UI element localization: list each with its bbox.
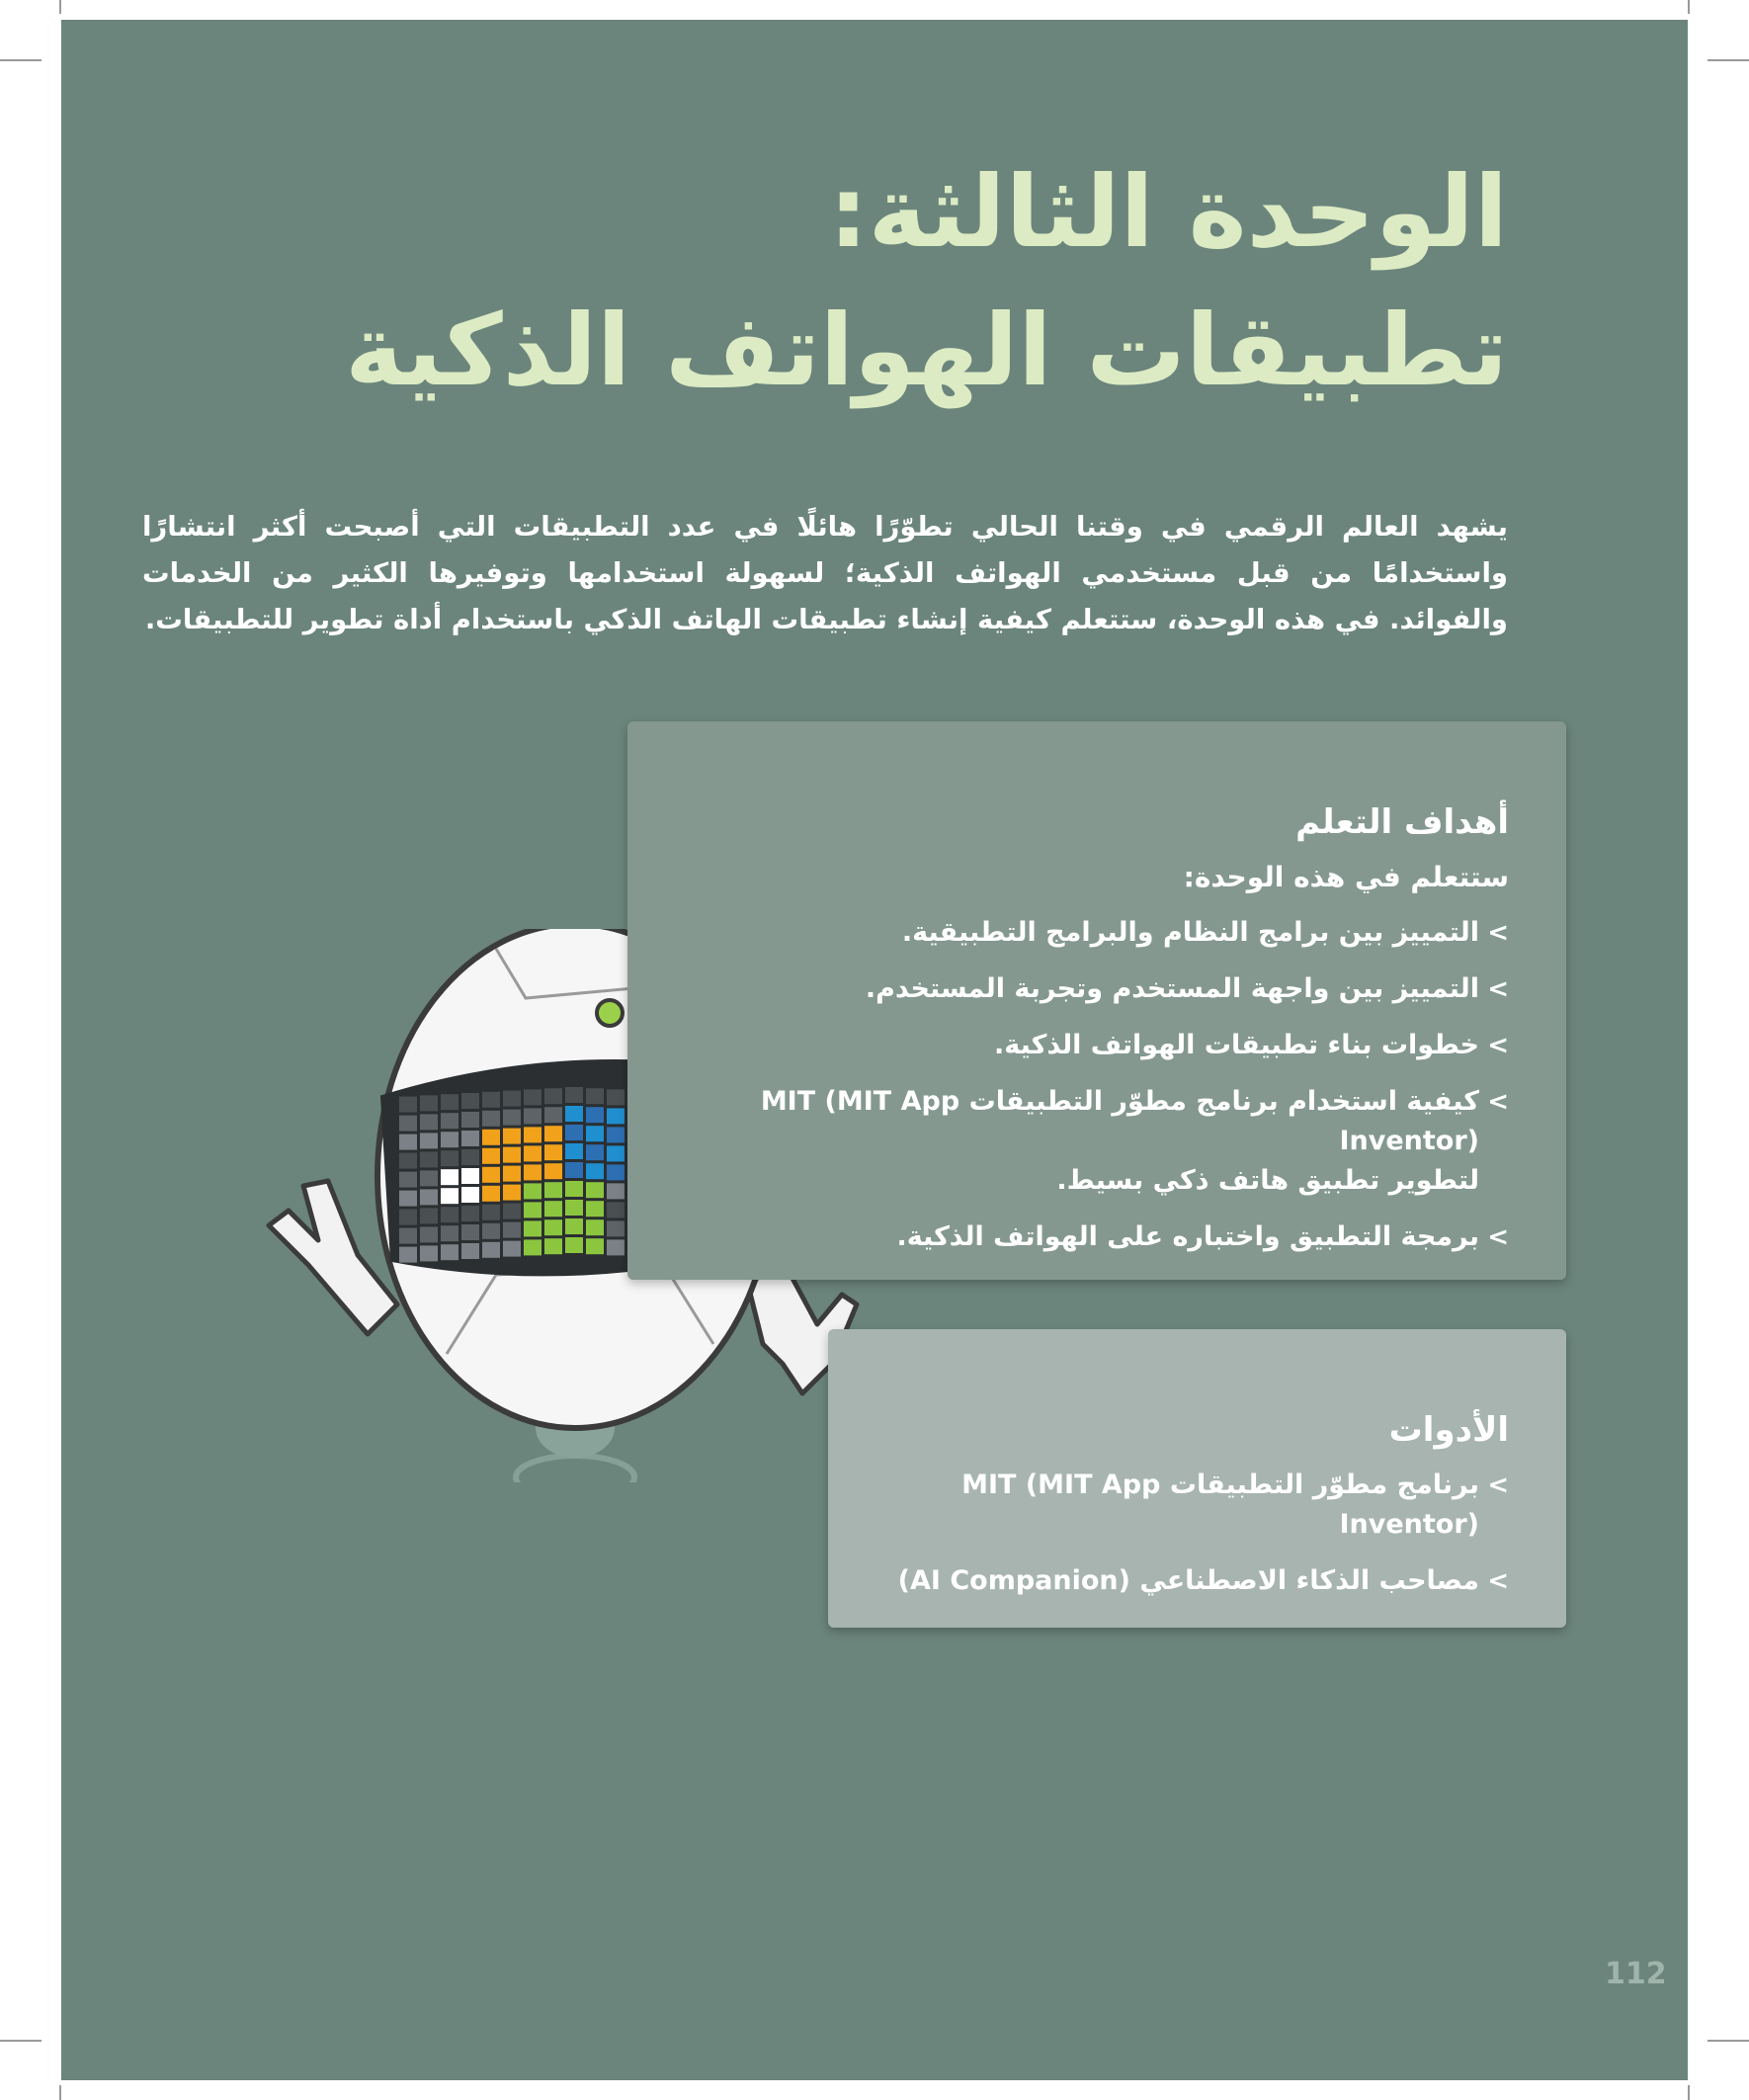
crop-mark	[59, 2085, 61, 2100]
goal-item	[667, 1026, 1509, 1065]
chevron-marker-icon: >	[1487, 1566, 1509, 1596]
unit-title-line2: تطبيقات الهواتف الذكية	[345, 293, 1508, 408]
goal-item-text: التمييز بين برامج النظام والبرامج التطبيقية.	[901, 917, 1479, 948]
tools-title: الأدوات	[1388, 1410, 1509, 1450]
page	[61, 20, 1688, 2080]
goal-item	[667, 1218, 1509, 1257]
learning-goals-box	[627, 721, 1566, 1280]
crop-mark	[0, 2040, 42, 2042]
crop-mark	[59, 0, 61, 14]
chevron-marker-icon: >	[1487, 974, 1509, 1004]
goal-item-text-continued: لتطوير تطبيق هاتف ذكي بسيط.	[1056, 1165, 1479, 1196]
tool-item-text: مصاحب الذكاء الاصطناعي (AI Companion)	[897, 1565, 1479, 1596]
chevron-marker-icon: >	[1487, 1031, 1509, 1060]
goal-item-text: التمييز بين واجهة المستخدم وتجربة المستخدم.	[865, 973, 1479, 1004]
chevron-marker-icon: >	[1487, 1087, 1509, 1117]
crop-mark	[1707, 59, 1749, 61]
chevron-marker-icon: >	[1487, 1222, 1509, 1252]
goal-item-text: برمجة التطبيق واختباره على الهواتف الذكية.	[896, 1221, 1479, 1252]
chevron-marker-icon: >	[1487, 1470, 1509, 1500]
intro-paragraph: يشهد العالم الرقمي في وقتنا الحالي تطوّرًا هائلًا في عدد التطبيقات التي أصبحت أكثر انتشارًا واستخدامًا من قبل مستخدمي الهواتف الذكية؛ لسهولة استخدامها وتوفيرها الكثير من الخدمات والفوائد. في هذه الوحدة، ستتعلم كيفية إنشاء تطبيقات الهاتف الذكي باستخدام أداة تطوير للتطبيقات.	[142, 511, 1508, 635]
learning-goals-subtitle: ستتعلم في هذه الوحدة:	[1183, 861, 1509, 893]
crop-mark	[1688, 0, 1690, 14]
learning-goals-title: أهداف التعلم	[1295, 802, 1509, 842]
tool-item	[858, 1466, 1509, 1545]
tools-box	[828, 1329, 1566, 1628]
crop-mark	[1688, 2085, 1690, 2100]
crop-mark	[0, 59, 42, 61]
unit-title	[223, 143, 1508, 420]
tool-item	[858, 1561, 1509, 1601]
chevron-marker-icon: >	[1487, 918, 1509, 948]
goal-item-text: خطوات بناء تطبيقات الهواتف الذكية.	[994, 1030, 1479, 1060]
crop-mark	[1707, 2040, 1749, 2042]
tool-item-text: برنامج مطوّر التطبيقات MIT (MIT App Inventor)	[961, 1470, 1479, 1540]
unit-title-line1: الوحدة الثالثة:	[828, 154, 1508, 270]
goal-item	[667, 1082, 1509, 1201]
goal-item-text: كيفية استخدام برنامج مطوّر التطبيقات MIT (MIT App Inventor)	[760, 1086, 1479, 1156]
page-number: 112	[1605, 1957, 1667, 1991]
goal-item	[667, 913, 1509, 953]
goal-item	[667, 969, 1509, 1009]
